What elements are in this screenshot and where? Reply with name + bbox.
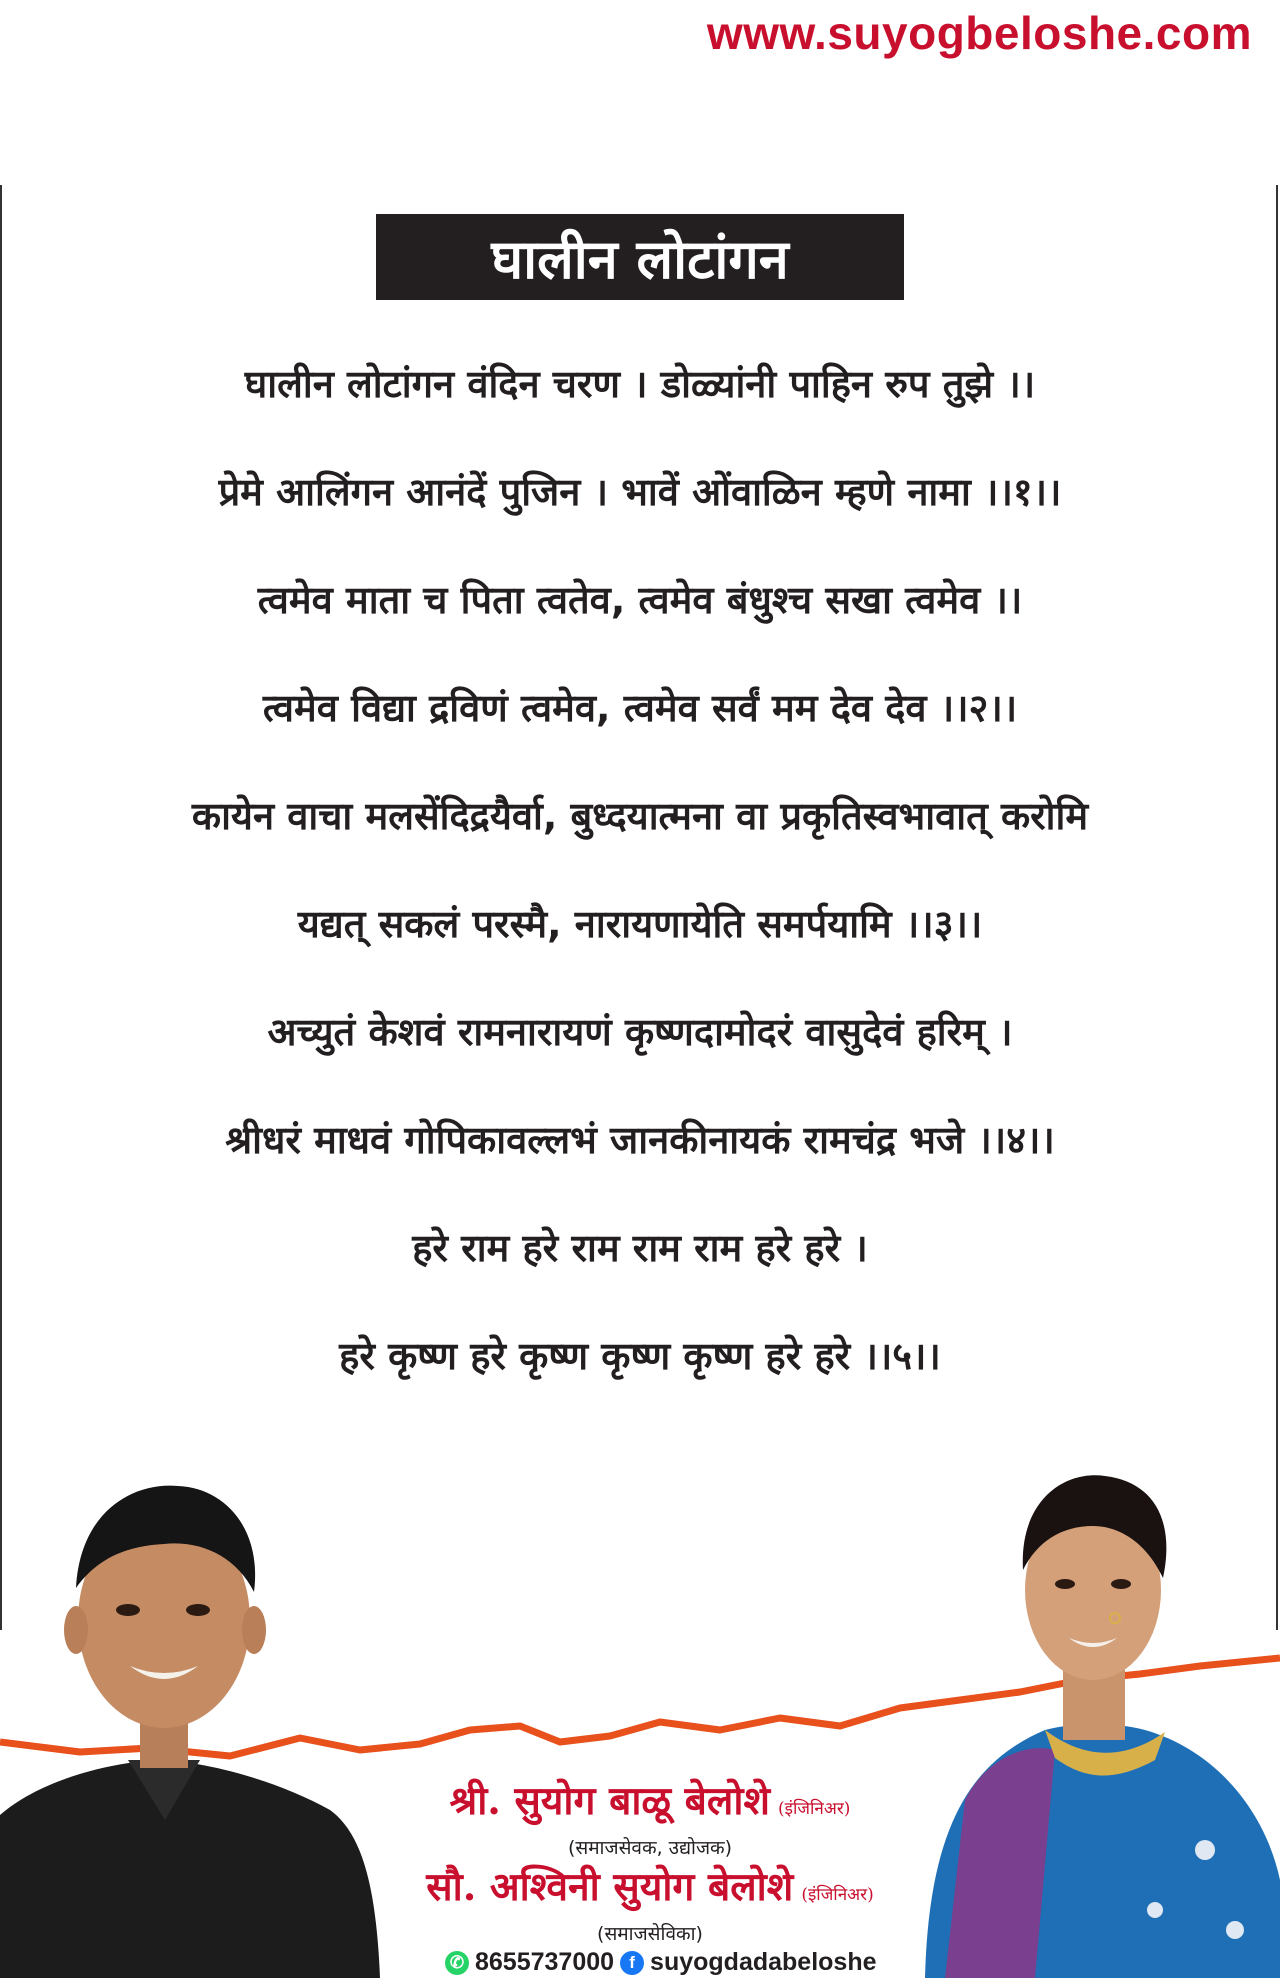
person2-name-line bbox=[380, 1862, 920, 1920]
verse-line: अच्युतं केशवं रामनारायणं कृष्णदामोदरं वासुदेवं हरिम् । bbox=[267, 1010, 1013, 1054]
woman-portrait bbox=[905, 1460, 1280, 1978]
page-title: घालीन लोटांगन bbox=[376, 214, 904, 300]
verse-line: त्वमेव विद्या द्रविणं त्वमेव, त्वमेव सर्वं मम देव देव ।।२।। bbox=[262, 686, 1018, 730]
verse-line: प्रेमे आलिंगन आनंदें पुजिन । भावें ओंवाळिन म्हणे नामा ।।१।। bbox=[218, 470, 1062, 514]
phone-number[interactable]: 8655737000 bbox=[475, 1948, 615, 1976]
verse-line: श्रीधरं माधवं गोपिकावल्लभं जानकीनायकं रामचंद्र भजे ।।४।। bbox=[225, 1118, 1055, 1162]
facebook-handle[interactable]: suyogdadabeloshe bbox=[650, 1948, 877, 1976]
frame-right-border bbox=[1276, 185, 1278, 1630]
contact-info bbox=[445, 1948, 877, 1977]
man-portrait bbox=[0, 1460, 380, 1978]
footer-banner bbox=[0, 1460, 1280, 1978]
verse-line: यद्यत् सकलं परस्मै, नारायणायेति समर्पयामि ।।३।। bbox=[297, 902, 983, 946]
verse-list bbox=[60, 330, 1220, 1410]
contact-names bbox=[380, 1776, 920, 1948]
verse-line: हरे राम हरे राम राम राम हरे हरे । bbox=[412, 1226, 868, 1270]
person1-role: (समाजसेवक, उद्योजक) bbox=[567, 1837, 733, 1859]
person2-role: (समाजसेविका) bbox=[597, 1923, 703, 1945]
person2-name: सौ. अश्विनी सुयोग बेलोशे bbox=[426, 1864, 794, 1910]
person1-name-line bbox=[380, 1776, 920, 1834]
person1-tag: (इंजिनिअर) bbox=[778, 1799, 851, 1819]
person2-tag: (इंजिनिअर) bbox=[801, 1885, 874, 1905]
website-url[interactable]: www.suyogbeloshe.com bbox=[706, 7, 1252, 59]
verse-line: घालीन लोटांगन वंदिन चरण । डोळ्यांनी पाहिन रुप तुझे ।। bbox=[244, 362, 1036, 406]
person1-name: श्री. सुयोग बाळू बेलोशे bbox=[449, 1778, 770, 1824]
verse-line: कायेन वाचा मलसेंदिद्रयैर्वा, बुध्दयात्मना वा प्रकृतिस्वभावात् करोमि bbox=[191, 794, 1089, 838]
whatsapp-icon: ✆ bbox=[445, 1951, 469, 1975]
verse-line: त्वमेव माता च पिता त्वतेव, त्वमेव बंधुश्च सखा त्वमेव ।। bbox=[257, 578, 1023, 622]
verse-line: हरे कृष्ण हरे कृष्ण कृष्ण कृष्ण हरे हरे ।।५।। bbox=[339, 1334, 941, 1378]
frame-left-border bbox=[0, 185, 2, 1630]
facebook-icon: f bbox=[620, 1951, 644, 1975]
